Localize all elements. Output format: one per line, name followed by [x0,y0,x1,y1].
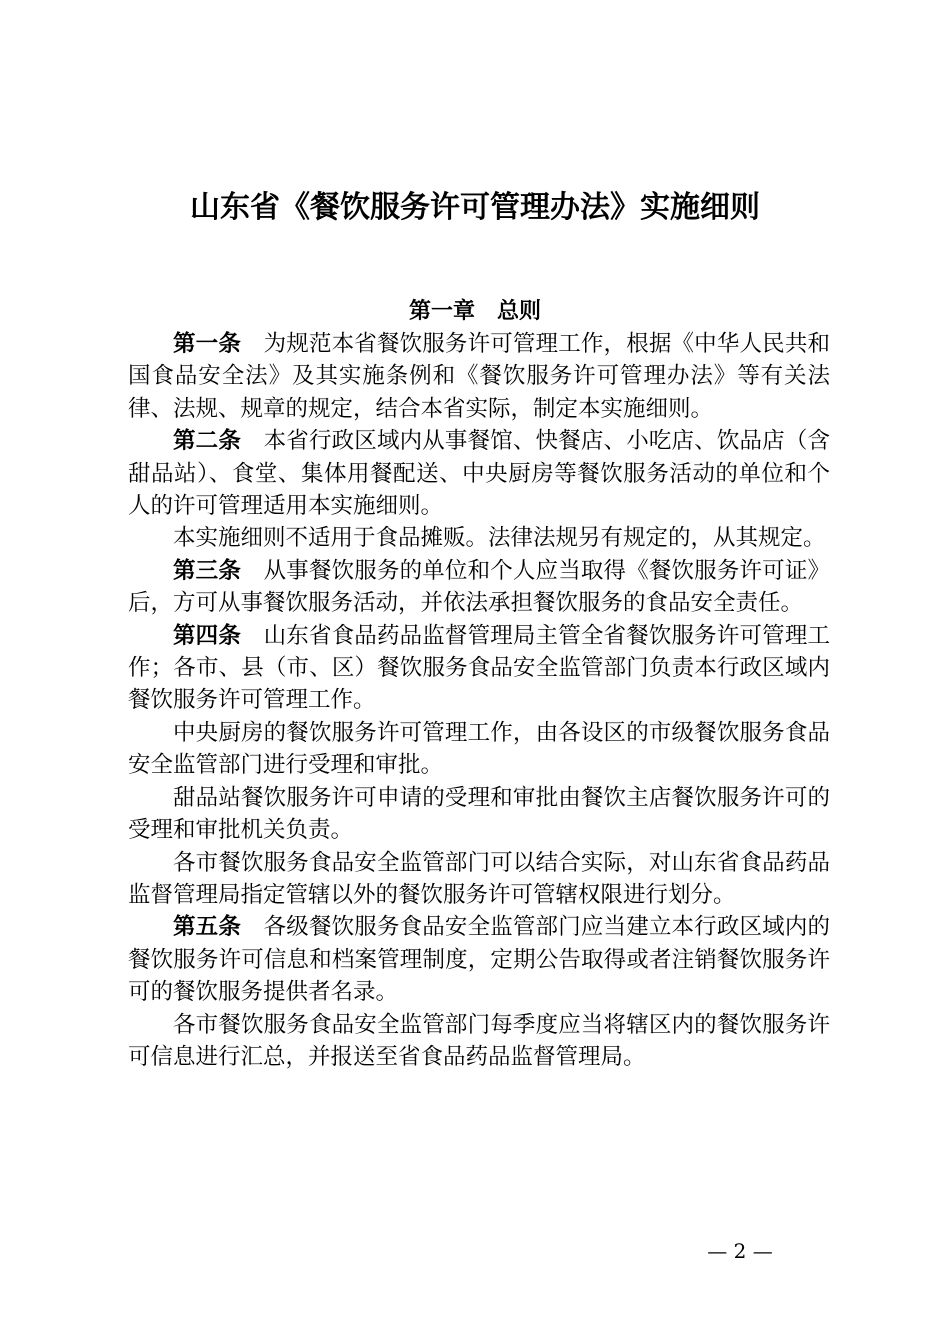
chapter-heading: 第一章 总则 [408,299,541,324]
article-label: 第一条 [173,331,241,357]
paragraph [128,1009,830,1074]
paragraph-text: 中央厨房的餐饮服务许可管理工作，由各设区的市级餐饮服务食品安全监管部门进行受理和审批。 [128,719,830,779]
article-label: 第五条 [173,914,241,941]
article-text: 为规范本省餐饮服务许可管理工作，根据《中华人民共和国食品安全法》及其实施条例和《餐饮服务许可管理办法》等有关法律、法规、规章的规定，结合本省实际，制定本实施细则。 [128,331,830,422]
article-text: 各级餐饮服务食品安全监管部门应当建立本行政区域内的餐饮服务许可信息和档案管理制度，定期公告取得或者注销餐饮服务许可的餐饮服务提供者名录。 [128,914,830,1006]
paragraph-text: 各市餐饮服务食品安全监管部门每季度应当将辖区内的餐饮服务许可信息进行汇总，并报送至省食品药品监督管理局。 [128,1011,830,1070]
article-label: 第三条 [173,557,241,584]
paragraph-text: 甜品站餐饮服务许可申请的受理和审批由餐饮主店餐饮服务许可的受理和审批机关负责。 [128,784,830,844]
article-label: 第二条 [173,428,241,455]
paragraph [128,522,830,554]
article-text: 山东省食品药品监督管理局主管全省餐饮服务许可管理工作；各市、县（市、区）餐饮服务食品安全监管部门负责本行政区域内餐饮服务许可管理工作。 [128,622,830,714]
paragraph [128,717,830,782]
page-number: — 2 — [707,1239,773,1263]
paragraph [128,782,830,847]
article-paragraph [128,620,830,717]
article-text: 从事餐饮服务的单位和个人应当取得《餐饮服务许可证》后，方可从事餐饮服务活动，并依法承担餐饮服务的食品安全责任。 [128,557,830,617]
article-paragraph [128,911,830,1008]
article-label: 第四条 [173,622,241,649]
article-paragraph [128,425,830,522]
paragraph-text: 本实施细则不适用于食品摊贩。法律法规另有规定的，从其规定。 [173,525,826,552]
article-paragraph [128,555,830,620]
document-title: 山东省《餐饮服务许可管理办法》实施细则 [190,190,760,225]
paragraph [128,847,830,912]
article-paragraph [128,328,830,425]
article-text: 本省行政区域内从事餐馆、快餐店、小吃店、饮品店（含甜品站）、食堂、集体用餐配送、中央厨房等餐饮服务活动的单位和个人的许可管理适用本实施细则。 [128,428,830,520]
paragraph-text: 各市餐饮服务食品安全监管部门可以结合实际，对山东省食品药品监督管理局指定管辖以外的餐饮服务许可管辖权限进行划分。 [128,849,830,908]
document-body [128,328,830,1073]
